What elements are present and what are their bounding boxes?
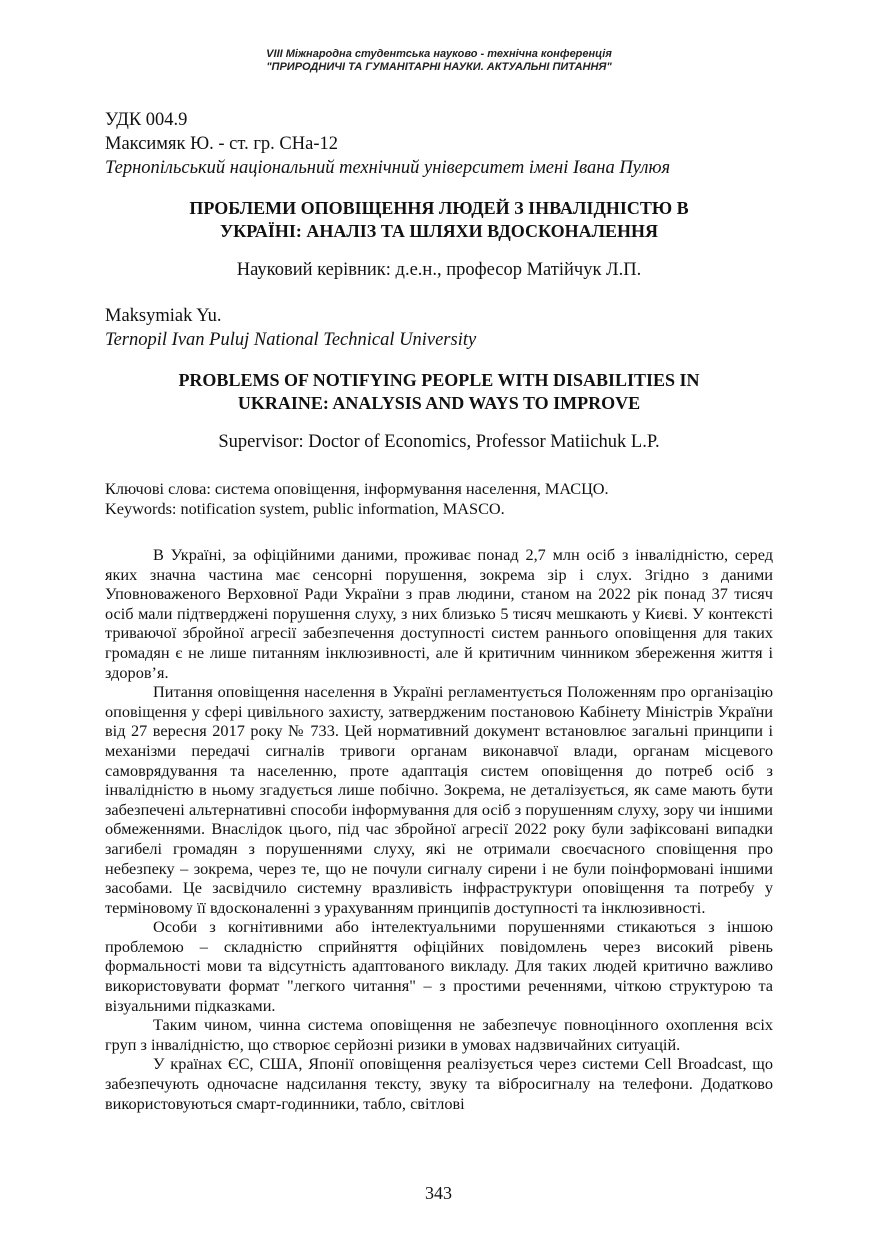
conference-line-1: VIII Міжнародна студентська науково - технічна конференція <box>266 48 612 60</box>
udk-code: УДК 004.9 <box>105 110 188 130</box>
keywords-en: Keywords: notification system, public information, MASCO. <box>105 499 505 518</box>
page <box>105 48 773 1113</box>
paragraph: В Україні, за офіційними даними, проживає понад 2,7 млн осіб з інвалідністю, серед яких значна частина має сенсорні порушення, зокрема зір і слух. Згідно з даними Уповноваженого Верховної Ради України з прав людини, станом на 2022 рік понад 37 тисяч осіб мали підтверджені порушення слуху, з них близько 5 тисяч мешкають у Києві. У контексті триваючої збройної агресії забезпечення доступності систем раннього оповіщення для таких громадян є не лише питанням інклюзивності, але й критичним чинником збереження життя і здоров’я. <box>105 545 773 682</box>
title-uk <box>105 197 773 243</box>
paragraph: Особи з когнітивними або інтелектуальними порушеннями стикаються з іншою проблемою – складністю сприйняття офіційних повідомлень через високий рівень формальності мови та відсутність адаптованого викладу. Для таких людей критично важливо використовувати формат "легкого читання" – з простими реченнями, чіткою структурою та візуальними підказками. <box>105 917 773 1015</box>
affiliation-en: Ternopil Ivan Puluj National Technical University <box>105 330 477 350</box>
paragraph: Питання оповіщення населення в Україні регламентується Положенням про організацію оповіщення у сфері цивільного захисту, затвердженим постановою Кабінету Міністрів України від 27 вересня 2017 року № 733. Цей нормативний документ встановлює загальні принципи і механізми передачі сигналів тривоги органам виконавчої влади, органам місцевого самоврядування та населенню, проте адаптація систем оповіщення до потреб осіб з інвалідністю в ньому згадується лише побічно. Зокрема, не деталізується, як саме мають бути забезпечені альтернативні способи інформування для осіб з порушенням слуху, зору чи іншими обмеженнями. Внаслідок цього, під час збройної агресії 2022 року були зафіксовані випадки загибелі громадян з порушеннями слуху, які не отримали своєчасного сповіщення про небезпеку – зокрема, через те, що не почули сигналу сирени і не були поінформовані іншими засобами. Це засвідчило системну вразливість інфраструктури оповіщення та потребу у терміновому її вдосконаленні з урахуванням принципів доступності та інклюзивності. <box>105 682 773 917</box>
conference-line-2: "ПРИРОДНИЧІ ТА ГУМАНІТАРНІ НАУКИ. АКТУАЛЬНІ ПИТАННЯ" <box>266 61 612 73</box>
supervisor-uk: Науковий керівник: д.е.н., професор Матійчук Л.П. <box>236 260 642 280</box>
paragraph: Таким чином, чинна система оповіщення не забезпечує повноцінного охоплення всіх груп з інвалідністю, що створює серйозні ризики в умовах надзвичайних ситуацій. <box>105 1015 773 1054</box>
title-uk-line-2: УКРАЇНІ: АНАЛІЗ ТА ШЛЯХИ ВДОСКОНАЛЕННЯ <box>219 221 659 241</box>
conference-header <box>105 48 773 74</box>
author-uk: Максимяк Ю. - ст. гр. СНа-12 <box>105 134 338 154</box>
title-en <box>105 369 773 415</box>
supervisor-en: Supervisor: Doctor of Economics, Professor Matiichuk L.P. <box>218 432 660 452</box>
en-metadata <box>105 304 773 352</box>
title-uk-line-1: ПРОБЛЕМИ ОПОВІЩЕННЯ ЛЮДЕЙ З ІНВАЛІДНІСТЮ В <box>189 198 689 218</box>
title-en-line-1: PROBLEMS OF NOTIFYING PEOPLE WITH DISABILITIES IN <box>178 370 700 390</box>
author-en: Maksymiak Yu. <box>105 306 222 326</box>
title-en-line-2: UKRAINE: ANALYSIS AND WAYS TO IMPROVE <box>237 393 641 413</box>
body-text <box>105 545 773 1113</box>
keywords-uk: Ключові слова: система оповіщення, інформування населення, МАСЦО. <box>105 479 609 498</box>
keywords-block <box>105 479 773 519</box>
page-number: 343 <box>425 1183 452 1203</box>
paragraph: У країнах ЄС, США, Японії оповіщення реалізується через системи Cell Broadcast, що забезпечують одночасне надсилання тексту, звуку та вібросигналу на телефони. Додатково використовуються смарт-годинники, табло, світлові <box>105 1054 773 1113</box>
affiliation-uk: Тернопільський національний технічний університет імені Івана Пулюя <box>105 158 671 178</box>
uk-metadata <box>105 108 773 180</box>
